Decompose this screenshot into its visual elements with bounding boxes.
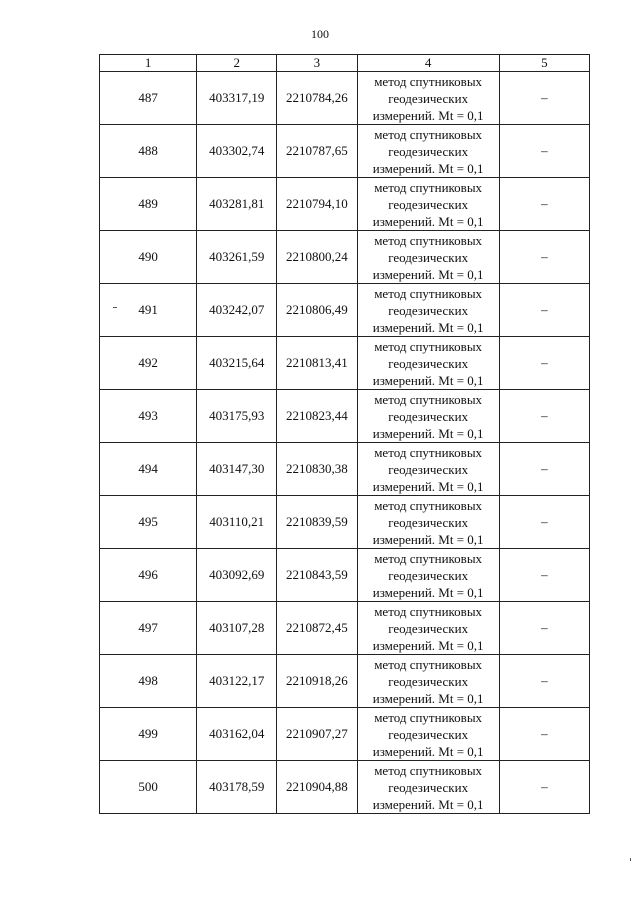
method-cell (357, 496, 499, 549)
column-header-2: 2 (197, 55, 277, 72)
method-line: метод спутниковых (374, 762, 483, 778)
method-line: геодезических (388, 461, 469, 477)
x-coordinate-cell: 403122,17 (197, 655, 277, 708)
method-line: измерений. Mt = 0,1 (372, 160, 484, 176)
point-number-cell: 500 (100, 761, 197, 814)
method-line: измерений. Mt = 0,1 (372, 637, 484, 653)
point-number-cell: 493 (100, 390, 197, 443)
method-line: метод спутниковых (374, 285, 483, 301)
table-row (100, 602, 590, 655)
coordinates-table (99, 54, 590, 814)
point-number-cell: 495 (100, 496, 197, 549)
y-coordinate-cell: 2210813,41 (277, 337, 357, 390)
column-header-3: 3 (277, 55, 357, 72)
table-row (100, 231, 590, 284)
method-line: геодезических (388, 673, 469, 689)
column-header-1: 1 (100, 55, 197, 72)
x-coordinate-cell: 403092,69 (197, 549, 277, 602)
column-5-cell: – (499, 390, 589, 443)
method-cell (357, 231, 499, 284)
y-coordinate-cell: 2210907,27 (277, 708, 357, 761)
x-coordinate-cell: 403242,07 (197, 284, 277, 337)
method-cell (357, 761, 499, 814)
point-number-cell: 490 (100, 231, 197, 284)
table-row (100, 72, 590, 125)
point-number-cell: 488 (100, 125, 197, 178)
method-cell (357, 337, 499, 390)
column-5-cell: – (499, 549, 589, 602)
table-row (100, 496, 590, 549)
y-coordinate-cell: 2210787,65 (277, 125, 357, 178)
method-line: геодезических (388, 567, 469, 583)
method-cell (357, 549, 499, 602)
x-coordinate-cell: 403261,59 (197, 231, 277, 284)
y-coordinate-cell: 2210806,49 (277, 284, 357, 337)
column-5-cell: – (499, 655, 589, 708)
point-number-cell: 496 (100, 549, 197, 602)
method-cell (357, 390, 499, 443)
method-line: метод спутниковых (374, 444, 483, 460)
column-header-4: 4 (357, 55, 499, 72)
point-number-cell: 498 (100, 655, 197, 708)
column-5-cell: – (499, 761, 589, 814)
x-coordinate-cell: 403215,64 (197, 337, 277, 390)
method-line: метод спутниковых (374, 179, 483, 195)
table-row (100, 390, 590, 443)
method-line: геодезических (388, 779, 469, 795)
y-coordinate-cell: 2210794,10 (277, 178, 357, 231)
method-line: измерений. Mt = 0,1 (372, 584, 484, 600)
point-number-cell: 491 (100, 284, 197, 337)
table-header-row (100, 55, 590, 72)
method-cell (357, 284, 499, 337)
method-line: измерений. Mt = 0,1 (372, 796, 484, 812)
method-line: геодезических (388, 620, 469, 636)
y-coordinate-cell: 2210800,24 (277, 231, 357, 284)
method-line: измерений. Mt = 0,1 (372, 319, 484, 335)
y-coordinate-cell: 2210843,59 (277, 549, 357, 602)
method-line: метод спутниковых (374, 73, 483, 89)
column-5-cell: – (499, 125, 589, 178)
x-coordinate-cell: 403302,74 (197, 125, 277, 178)
method-cell (357, 72, 499, 125)
point-number-cell: 492 (100, 337, 197, 390)
method-line: геодезических (388, 355, 469, 371)
y-coordinate-cell: 2210872,45 (277, 602, 357, 655)
column-5-cell: – (499, 496, 589, 549)
x-coordinate-cell: 403281,81 (197, 178, 277, 231)
method-line: измерений. Mt = 0,1 (372, 213, 484, 229)
method-line: измерений. Mt = 0,1 (372, 425, 484, 441)
method-line: геодезических (388, 249, 469, 265)
x-coordinate-cell: 403110,21 (197, 496, 277, 549)
table-row (100, 708, 590, 761)
method-line: измерений. Mt = 0,1 (372, 743, 484, 759)
method-line: метод спутниковых (374, 126, 483, 142)
x-coordinate-cell: 403107,28 (197, 602, 277, 655)
x-coordinate-cell: 403178,59 (197, 761, 277, 814)
y-coordinate-cell: 2210918,26 (277, 655, 357, 708)
x-coordinate-cell: 403175,93 (197, 390, 277, 443)
method-line: метод спутниковых (374, 656, 483, 672)
column-5-cell: – (499, 337, 589, 390)
column-5-cell: – (499, 231, 589, 284)
method-cell (357, 708, 499, 761)
method-line: измерений. Mt = 0,1 (372, 531, 484, 547)
point-number-cell: 489 (100, 178, 197, 231)
method-line: метод спутниковых (374, 709, 483, 725)
column-header-5: 5 (499, 55, 589, 72)
y-coordinate-cell: 2210823,44 (277, 390, 357, 443)
method-line: геодезических (388, 726, 469, 742)
page-number: 100 (311, 27, 329, 41)
column-5-cell: – (499, 708, 589, 761)
table-row (100, 549, 590, 602)
x-coordinate-cell: 403147,30 (197, 443, 277, 496)
point-number-cell: 487 (100, 72, 197, 125)
table-row (100, 125, 590, 178)
method-line: метод спутниковых (374, 603, 483, 619)
y-coordinate-cell: 2210830,38 (277, 443, 357, 496)
table-body (100, 72, 590, 814)
y-coordinate-cell: 2210784,26 (277, 72, 357, 125)
method-line: измерений. Mt = 0,1 (372, 107, 484, 123)
point-number-cell: 494 (100, 443, 197, 496)
column-5-cell: – (499, 602, 589, 655)
method-line: измерений. Mt = 0,1 (372, 690, 484, 706)
table-row (100, 178, 590, 231)
method-cell (357, 655, 499, 708)
method-line: геодезических (388, 143, 469, 159)
table-row (100, 761, 590, 814)
method-line: геодезических (388, 196, 469, 212)
method-line: геодезических (388, 302, 469, 318)
scan-mark (113, 307, 117, 308)
column-5-cell: – (499, 72, 589, 125)
point-number-cell: 497 (100, 602, 197, 655)
table-row (100, 284, 590, 337)
point-number-cell: 499 (100, 708, 197, 761)
y-coordinate-cell: 2210904,88 (277, 761, 357, 814)
method-line: метод спутниковых (374, 391, 483, 407)
column-5-cell: – (499, 178, 589, 231)
column-5-cell: – (499, 443, 589, 496)
scan-mark (630, 858, 631, 861)
column-5-cell: – (499, 284, 589, 337)
method-line: измерений. Mt = 0,1 (372, 478, 484, 494)
method-line: метод спутниковых (374, 497, 483, 513)
y-coordinate-cell: 2210839,59 (277, 496, 357, 549)
method-cell (357, 602, 499, 655)
x-coordinate-cell: 403162,04 (197, 708, 277, 761)
method-line: измерений. Mt = 0,1 (372, 266, 484, 282)
method-line: геодезических (388, 90, 469, 106)
table-row (100, 443, 590, 496)
method-cell (357, 443, 499, 496)
method-line: метод спутниковых (374, 338, 483, 354)
method-line: геодезических (388, 514, 469, 530)
method-cell (357, 125, 499, 178)
method-line: измерений. Mt = 0,1 (372, 372, 484, 388)
method-line: метод спутниковых (374, 550, 483, 566)
x-coordinate-cell: 403317,19 (197, 72, 277, 125)
method-line: геодезических (388, 408, 469, 424)
table-row (100, 337, 590, 390)
table-row (100, 655, 590, 708)
method-line: метод спутниковых (374, 232, 483, 248)
method-cell (357, 178, 499, 231)
